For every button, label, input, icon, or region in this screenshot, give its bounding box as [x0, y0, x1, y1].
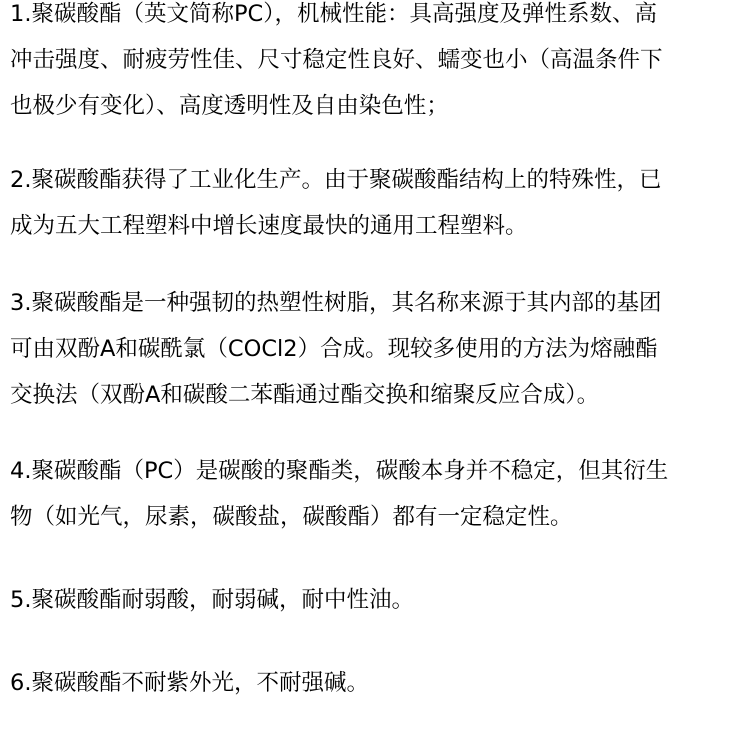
text-line: 6.聚碳酸酯不耐紫外光，不耐强碱。 [10, 670, 369, 696]
text-line: 1.聚碳酸酯（英文简称PC），机械性能：具高强度及弹性系数、高 [10, 1, 657, 27]
paragraph-stability [10, 457, 742, 549]
text-line: 成为五大工程塑料中增长速度最快的通用工程塑料。 [10, 213, 528, 239]
text-line: 冲击强度、耐疲劳性佳、尺寸稳定性良好、蠕变也小（高温条件下 [10, 47, 663, 73]
paragraph-mechanical-properties [10, 0, 742, 138]
paragraph-synthesis [10, 289, 742, 427]
paragraph-chemical-resistance [10, 586, 742, 632]
text-line: 物（如光气，尿素，碳酸盐，碳酸酯）都有一定稳定性。 [10, 504, 573, 530]
text-line: 3.聚碳酸酯是一种强韧的热塑性树脂，其名称来源于其内部的基团 [10, 290, 662, 316]
text-line: 也极少有变化）、高度透明性及自由染色性； [10, 93, 449, 119]
paragraph-limitations [10, 669, 742, 715]
text-line: 交换法（双酚A和碳酸二苯酯通过酯交换和缩聚反应合成）。 [10, 382, 600, 408]
paragraph-industrial-production [10, 166, 742, 258]
text-line: 4.聚碳酸酯（PC）是碳酸的聚酯类，碳酸本身并不稳定，但其衍生 [10, 458, 669, 484]
text-line: 2.聚碳酸酯获得了工业化生产。由于聚碳酸酯结构上的特殊性，已 [10, 167, 662, 193]
text-line: 5.聚碳酸酯耐弱酸，耐弱碱，耐中性油。 [10, 587, 414, 613]
text-line: 可由双酚A和碳酰氯（COCl2）合成。现较多使用的方法为熔融酯 [10, 336, 658, 362]
